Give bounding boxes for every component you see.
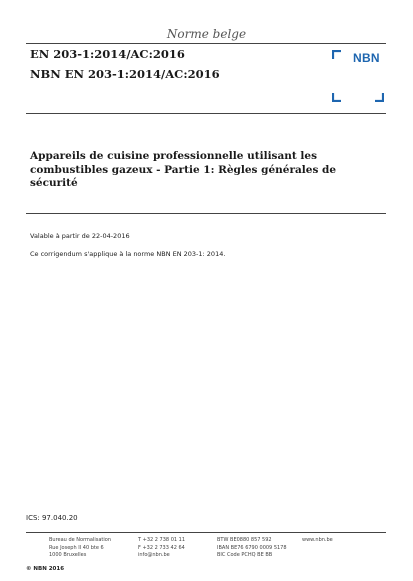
footer-bic: BIC Code PCHQ BE BB [217, 552, 273, 558]
brand-header: Norme belge [166, 27, 247, 41]
logo-corner-top-left [332, 50, 341, 59]
standard-code-nbn: NBN EN 203-1:2014/AC:2016 [30, 67, 220, 81]
footer-iban: IBAN BE76 6790 0009 5178 [217, 544, 287, 551]
footer-contact [138, 537, 185, 560]
footer-divider [26, 532, 386, 533]
footer-fax: F +32 2 733 42 64 [138, 544, 185, 551]
validity-text: Valable à partir de 22-04-2016 [30, 232, 130, 240]
footer-address [49, 537, 111, 560]
footer-vat: BTW BE0880 857 592 [217, 537, 272, 543]
logo-text: NBN [353, 51, 380, 65]
footer-bank [217, 537, 287, 560]
footer-address-line: Bureau de Normalisation [49, 537, 112, 543]
title-section-divider [26, 213, 386, 214]
header-divider [26, 43, 386, 44]
nbn-logo [332, 50, 384, 102]
footer-phone: T +32 2 738 01 11 [138, 537, 186, 543]
ics-code: ICS: 97.040.20 [26, 514, 78, 522]
corrigendum-description: Ce corrigendum s'applique à la norme NBN EN 203-1: 2014. [30, 250, 226, 258]
footer-address-line: 1000 Bruxelles [49, 552, 87, 558]
document-title: Appareils de cuisine professionnelle utilisant les combustibles gazeux - Partie 1: Règles générales de sécurité [30, 150, 337, 189]
footer-website[interactable]: www.nbn.be [302, 537, 333, 543]
footer-address-line: Rue Joseph II 40 bte 6 [49, 544, 104, 551]
copyright-notice: © NBN 2016 [26, 566, 65, 572]
top-section-divider [26, 113, 386, 114]
logo-corner-bottom-right [375, 93, 384, 102]
logo-corner-bottom-left [332, 93, 341, 102]
standard-code-en: EN 203-1:2014/AC:2016 [30, 47, 185, 61]
footer-email[interactable]: info@nbn.be [138, 552, 170, 558]
